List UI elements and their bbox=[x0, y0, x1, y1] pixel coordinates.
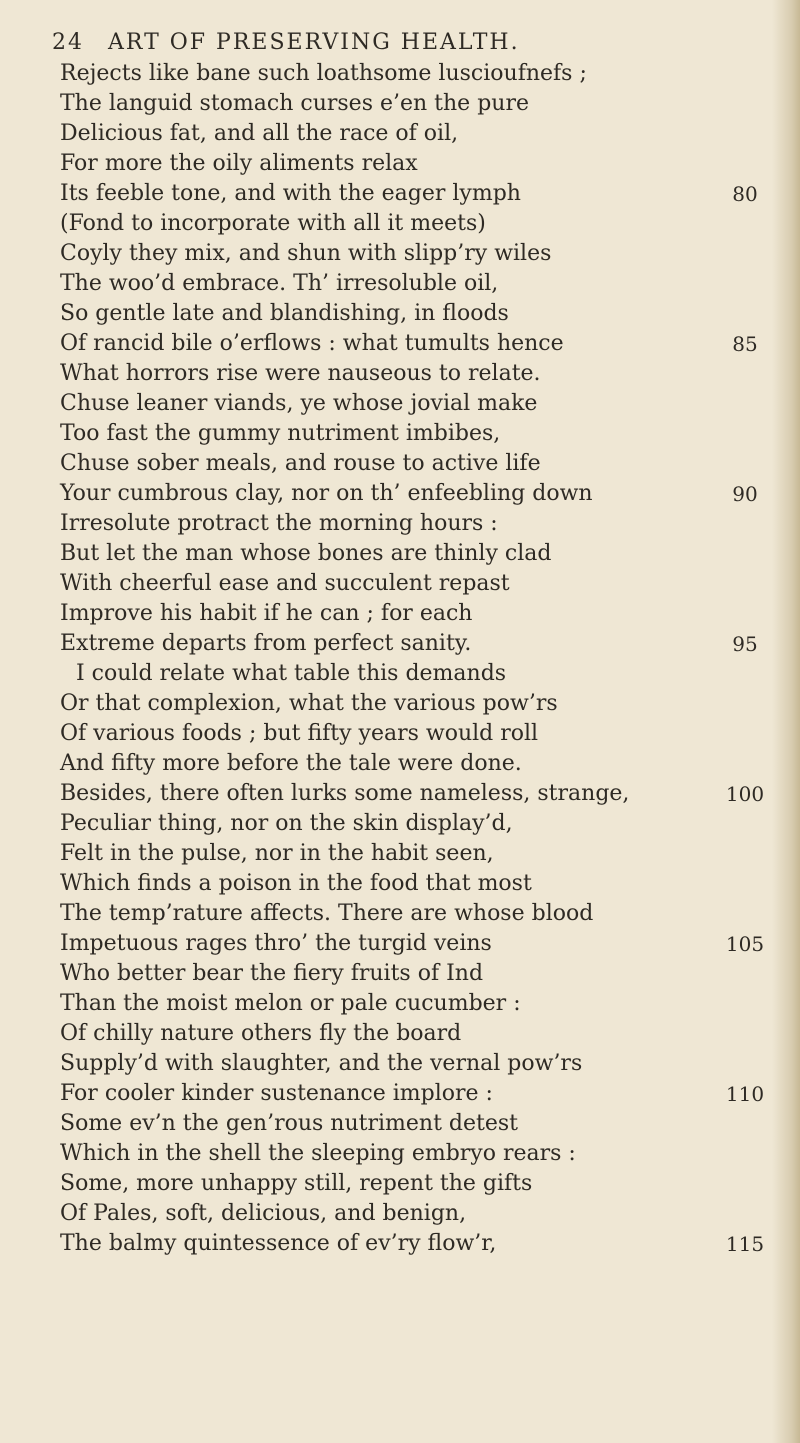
poem-line: Of various foods ; but fifty years would roll bbox=[60, 721, 539, 746]
poem-line: I could relate what table this demands bbox=[76, 661, 507, 686]
poem-line: Supply’d with slaughter, and the vernal pow’rs bbox=[60, 1051, 583, 1076]
poem-line: Irresolute protract the morning hours : bbox=[60, 511, 498, 536]
running-header bbox=[52, 30, 672, 64]
poem-line: Which in the shell the sleeping embryo rears : bbox=[60, 1141, 576, 1166]
poem-line: Of rancid bile o’erflows : what tumults hence bbox=[60, 331, 564, 356]
poem-line: And fifty more before the tale were done. bbox=[60, 751, 522, 776]
poem-line: Which finds a poison in the food that most bbox=[60, 871, 532, 896]
running-title: ART OF PRESERVING HEALTH. bbox=[108, 30, 520, 55]
page-edge-shadow bbox=[772, 0, 800, 1443]
poem-line: With cheerful ease and succulent repast bbox=[60, 571, 510, 596]
line-number: 80 bbox=[732, 182, 758, 206]
poem-line: Felt in the pulse, nor in the habit seen, bbox=[60, 841, 494, 866]
line-number: 110 bbox=[725, 1082, 765, 1106]
poem-line: What horrors rise were nauseous to relate. bbox=[60, 361, 541, 386]
line-number: 95 bbox=[732, 632, 758, 656]
poem-line: (Fond to incorporate with all it meets) bbox=[60, 211, 486, 236]
poem-line: Of chilly nature others fly the board bbox=[60, 1021, 462, 1046]
poem-line: Extreme departs from perfect sanity. bbox=[60, 631, 472, 656]
page-number: 24 bbox=[52, 30, 84, 55]
poem-line: Improve his habit if he can ; for each bbox=[60, 601, 473, 626]
poem-line: Or that complexion, what the various pow’rs bbox=[60, 691, 558, 716]
poem-line: But let the man whose bones are thinly clad bbox=[60, 541, 552, 566]
poem-line: Besides, there often lurks some nameless, strange, bbox=[60, 781, 630, 806]
poem-line: For more the oily aliments relax bbox=[60, 151, 418, 176]
poem-line: Coyly they mix, and shun with slipp’ry wiles bbox=[60, 241, 552, 266]
poem-line: Some ev’n the gen’rous nutriment detest bbox=[60, 1111, 519, 1136]
poem-line: Chuse sober meals, and rouse to active life bbox=[60, 451, 541, 476]
poem-line: For cooler kinder sustenance implore : bbox=[60, 1081, 493, 1106]
line-number: 85 bbox=[732, 332, 758, 356]
poem-line: Too fast the gummy nutriment imbibes, bbox=[60, 421, 501, 446]
poem-line: The languid stomach curses e’en the pure bbox=[60, 91, 529, 116]
line-number: 105 bbox=[725, 932, 765, 956]
line-number: 100 bbox=[725, 782, 765, 806]
poem-line: Peculiar thing, nor on the skin display’d, bbox=[60, 811, 513, 836]
line-number: 115 bbox=[725, 1232, 765, 1256]
poem-line: The woo’d embrace. Th’ irresoluble oil, bbox=[60, 271, 499, 296]
poem-line: Chuse leaner viands, ye whose jovial make bbox=[60, 391, 538, 416]
poem-line: Than the moist melon or pale cucumber : bbox=[60, 991, 521, 1016]
poem-line: The temp’rature affects. There are whose blood bbox=[60, 901, 594, 926]
poem-line: So gentle late and blandishing, in floods bbox=[60, 301, 509, 326]
poem-line: Its feeble tone, and with the eager lymph bbox=[60, 181, 521, 206]
poem-line: Who better bear the fiery fruits of Ind bbox=[60, 961, 484, 986]
poem-line: The balmy quintessence of ev’ry flow’r, bbox=[60, 1231, 497, 1256]
poem-line: Of Pales, soft, delicious, and benign, bbox=[60, 1201, 467, 1226]
poem-line: Rejects like bane such loathsome luscioufnefs ; bbox=[60, 61, 587, 86]
poem-line: Delicious fat, and all the race of oil, bbox=[60, 121, 459, 146]
line-number: 90 bbox=[732, 482, 758, 506]
poem-line: Some, more unhappy still, repent the gifts bbox=[60, 1171, 533, 1196]
poem-line: Impetuous rages thro’ the turgid veins bbox=[60, 931, 492, 956]
poem-line: Your cumbrous clay, nor on th’ enfeebling down bbox=[60, 481, 593, 506]
